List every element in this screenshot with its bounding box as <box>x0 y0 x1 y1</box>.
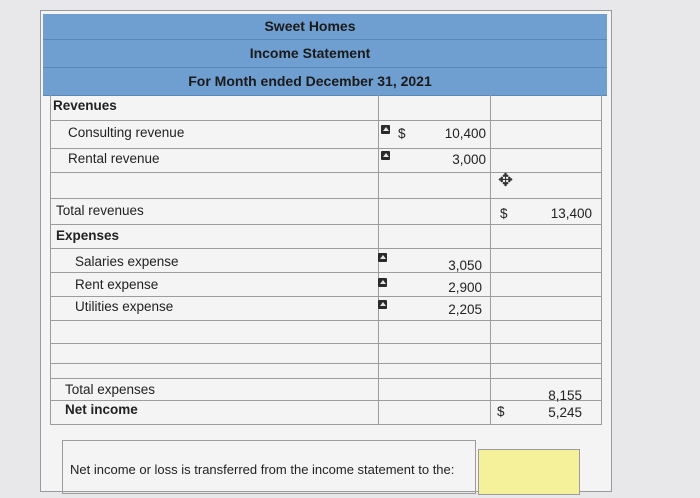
consulting-revenue-currency: $ <box>398 126 406 141</box>
grid-col-2 <box>490 95 491 425</box>
company-name: Sweet Homes <box>264 18 356 34</box>
statement-period: For Month ended December 31, 2021 <box>188 73 432 89</box>
transfer-answer-field[interactable] <box>478 449 580 495</box>
stepper-icon[interactable] <box>378 300 387 309</box>
stepper-icon[interactable] <box>378 278 387 287</box>
total-revenues-amount[interactable]: 13,400 <box>550 206 592 221</box>
utilities-expense-amount[interactable]: 2,205 <box>448 302 482 317</box>
grid-row-line <box>50 172 602 173</box>
rent-expense-label: Rent expense <box>75 277 159 292</box>
grid-row-line <box>50 378 602 379</box>
rent-expense-amount[interactable]: 2,900 <box>448 280 482 295</box>
transfer-prompt: Net income or loss is transferred from the income statement to the: <box>70 462 455 477</box>
stepper-icon[interactable] <box>378 253 387 262</box>
grid-row-line <box>50 198 602 199</box>
total-revenues-label: Total revenues <box>56 203 144 218</box>
grid-row-line <box>50 224 602 225</box>
stepper-icon[interactable] <box>381 151 390 160</box>
grid-row-line <box>50 272 602 273</box>
salaries-expense-label: Salaries expense <box>75 254 179 269</box>
grid-col-right <box>601 95 602 425</box>
period-band <box>43 68 607 96</box>
net-income-amount[interactable]: 5,245 <box>548 405 582 420</box>
statement-title-band <box>43 40 607 68</box>
company-name-band <box>43 14 607 40</box>
grid-row-line <box>50 363 602 364</box>
statement-title: Income Statement <box>249 45 371 61</box>
total-revenues-currency: $ <box>500 206 508 221</box>
grid-row-line <box>50 424 602 425</box>
net-income-label: Net income <box>65 402 138 417</box>
net-income-currency: $ <box>497 404 505 419</box>
move-icon: ✥ <box>498 170 514 190</box>
rental-revenue-label: Rental revenue <box>68 151 160 166</box>
total-expenses-label: Total expenses <box>65 382 156 397</box>
grid-row-line <box>50 120 602 121</box>
expenses-heading: Expenses <box>56 228 120 243</box>
consulting-revenue-label: Consulting revenue <box>68 125 185 140</box>
grid-col-left <box>50 95 51 425</box>
utilities-expense-label: Utilities expense <box>75 299 174 314</box>
salaries-expense-amount[interactable]: 3,050 <box>448 258 482 273</box>
grid-row-line <box>50 296 602 297</box>
consulting-revenue-amount[interactable]: 10,400 <box>444 126 486 141</box>
grid-row-line <box>50 248 602 249</box>
rental-revenue-amount[interactable]: 3,000 <box>452 152 486 167</box>
stepper-icon[interactable] <box>381 125 390 134</box>
revenues-heading: Revenues <box>53 98 117 113</box>
grid-row-line <box>50 343 602 344</box>
total-expenses-amount[interactable]: 8,155 <box>548 388 582 403</box>
grid-row-line <box>50 148 602 149</box>
grid-row-line <box>50 320 602 321</box>
